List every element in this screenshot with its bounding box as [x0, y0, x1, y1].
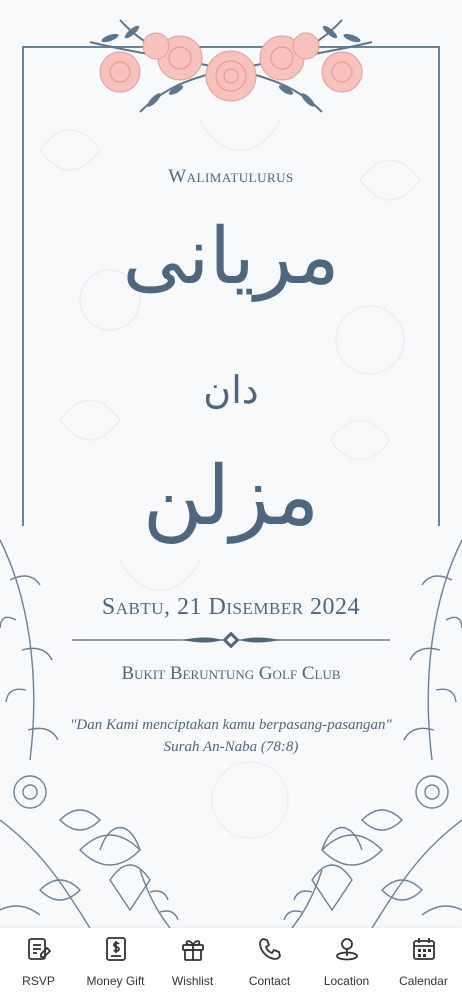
phone-icon	[257, 936, 283, 962]
nav-label-wishlist: Wishlist	[171, 974, 214, 988]
conjunction-text: دان	[203, 368, 259, 412]
nav-label-location: Location	[323, 974, 370, 988]
bottom-navigation	[0, 928, 462, 1000]
floral-top-decoration	[80, 12, 382, 124]
money-gift-icon	[103, 936, 129, 962]
nav-item-wishlist[interactable]	[157, 936, 229, 988]
event-venue: Bukit Beruntung Golf Club	[121, 663, 341, 684]
floral-right-decoration	[262, 520, 462, 928]
event-date: Sabtu, 21 Disember 2024	[101, 594, 361, 620]
nav-label-contact: Contact	[248, 974, 291, 988]
map-pin-icon	[334, 936, 360, 962]
groom-name: مزلن	[142, 449, 320, 544]
nav-item-contact[interactable]	[234, 936, 306, 988]
floral-left-decoration	[0, 520, 200, 928]
bride-name: مريانى	[122, 212, 340, 302]
quote-source: Surah An-Naba (78:8)	[163, 739, 299, 755]
gift-box-icon	[180, 936, 206, 962]
nav-item-location[interactable]	[311, 936, 383, 988]
nav-label-rsvp: RSVP	[22, 974, 55, 988]
quote-text: "Dan Kami menciptakan kamu berpasang-pasangan"	[70, 717, 392, 733]
calendar-icon	[411, 936, 437, 962]
nav-item-calendar[interactable]	[388, 936, 460, 988]
nav-item-money-gift[interactable]	[80, 936, 152, 988]
nav-label-money-gift: Money Gift	[86, 974, 145, 988]
rsvp-form-icon	[26, 936, 52, 962]
nav-item-rsvp[interactable]	[3, 936, 75, 988]
event-title: Walimatulurus	[168, 166, 294, 187]
nav-label-calendar: Calendar	[399, 974, 448, 988]
